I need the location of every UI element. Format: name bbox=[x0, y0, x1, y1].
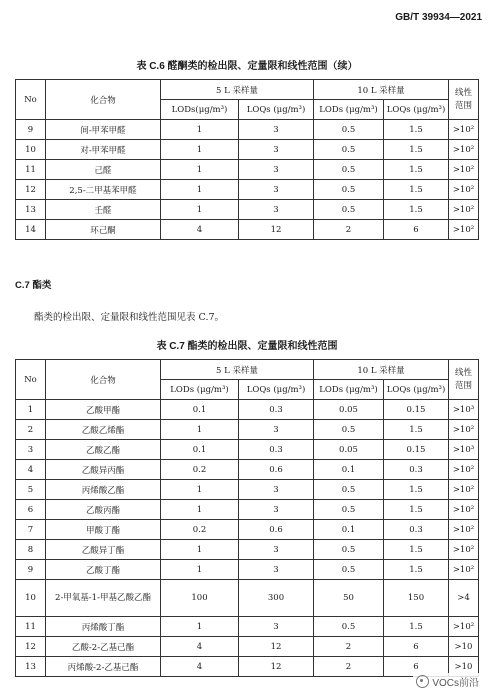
cell-loq-10l: 0.15 bbox=[384, 400, 449, 420]
cell-compound: 对-甲苯甲醛 bbox=[46, 140, 161, 160]
cell-range: >10² bbox=[449, 180, 479, 200]
cell-loq-10l: 1.5 bbox=[384, 200, 449, 220]
table-c6 bbox=[15, 79, 479, 240]
cell-range: >10² bbox=[449, 617, 479, 637]
cell-compound: 乙酸丁酯 bbox=[46, 560, 161, 580]
cell-loq-5l: 3 bbox=[239, 420, 314, 440]
cell-range: >10 bbox=[449, 637, 479, 657]
table-row bbox=[16, 657, 479, 677]
cell-lod-5l: 1 bbox=[161, 160, 239, 180]
table-row bbox=[16, 440, 479, 460]
cell-lod-10l: 0.5 bbox=[314, 540, 384, 560]
table-row bbox=[16, 120, 479, 140]
cell-lod-5l: 1 bbox=[161, 200, 239, 220]
cell-lod-5l: 1 bbox=[161, 140, 239, 160]
cell-lod-10l: 2 bbox=[314, 657, 384, 677]
cell-loq-10l: 6 bbox=[384, 637, 449, 657]
cell-loq-5l: 12 bbox=[239, 637, 314, 657]
header-loq-10l: LOQs (μg/m³) bbox=[384, 100, 449, 120]
cell-loq-10l: 1.5 bbox=[384, 617, 449, 637]
cell-compound: 乙酸甲酯 bbox=[46, 400, 161, 420]
cell-range: >10² bbox=[449, 460, 479, 480]
table-row bbox=[16, 540, 479, 560]
cell-no: 6 bbox=[16, 500, 46, 520]
table-row bbox=[16, 200, 479, 220]
cell-lod-10l: 50 bbox=[314, 580, 384, 617]
table-row bbox=[16, 520, 479, 540]
cell-loq-5l: 3 bbox=[239, 120, 314, 140]
cell-loq-10l: 1.5 bbox=[384, 500, 449, 520]
header-5l-group: 5 L 采样量 bbox=[161, 80, 314, 100]
cell-range: >10² bbox=[449, 420, 479, 440]
header-lod-5l: LODs(μg/m³) bbox=[161, 100, 239, 120]
cell-lod-10l: 0.05 bbox=[314, 400, 384, 420]
cell-lod-10l: 0.5 bbox=[314, 200, 384, 220]
header-loq-5l: LOQs (μg/m³) bbox=[239, 100, 314, 120]
table-row bbox=[16, 580, 479, 617]
cell-compound: 间-甲苯甲醛 bbox=[46, 120, 161, 140]
header-compound: 化合物 bbox=[46, 360, 161, 400]
header-compound: 化合物 bbox=[46, 80, 161, 120]
cell-no: 10 bbox=[16, 580, 46, 617]
table-row bbox=[16, 460, 479, 480]
cell-loq-5l: 3 bbox=[239, 180, 314, 200]
cell-lod-5l: 1 bbox=[161, 180, 239, 200]
cell-lod-10l: 0.5 bbox=[314, 160, 384, 180]
table-caption-c6: 表 C.6 醛酮类的检出限、定量限和线性范围（续） bbox=[136, 61, 358, 72]
cell-loq-10l: 0.15 bbox=[384, 440, 449, 460]
cell-no: 4 bbox=[16, 460, 46, 480]
cell-lod-10l: 2 bbox=[314, 637, 384, 657]
cell-no: 2 bbox=[16, 420, 46, 440]
cell-lod-10l: 0.5 bbox=[314, 180, 384, 200]
header-10l-group: 10 L 采样量 bbox=[314, 80, 449, 100]
cell-no: 12 bbox=[16, 637, 46, 657]
cell-loq-5l: 3 bbox=[239, 617, 314, 637]
cell-no: 5 bbox=[16, 480, 46, 500]
table-row bbox=[16, 180, 479, 200]
cell-lod-5l: 1 bbox=[161, 500, 239, 520]
cell-no: 9 bbox=[16, 120, 46, 140]
table-row bbox=[16, 480, 479, 500]
standard-number: GB/T 39934—2021 bbox=[395, 12, 482, 23]
cell-loq-5l: 300 bbox=[239, 580, 314, 617]
table-row bbox=[16, 560, 479, 580]
cell-loq-10l: 6 bbox=[384, 657, 449, 677]
cell-lod-10l: 0.1 bbox=[314, 520, 384, 540]
table-row bbox=[16, 420, 479, 440]
cell-loq-5l: 0.6 bbox=[239, 460, 314, 480]
cell-compound: 壬醛 bbox=[46, 200, 161, 220]
cell-lod-5l: 4 bbox=[161, 657, 239, 677]
cell-loq-10l: 1.5 bbox=[384, 420, 449, 440]
cell-loq-10l: 1.5 bbox=[384, 180, 449, 200]
cell-compound: 环己酮 bbox=[46, 220, 161, 240]
cell-loq-10l: 1.5 bbox=[384, 540, 449, 560]
cell-range: >10² bbox=[449, 540, 479, 560]
cell-no: 14 bbox=[16, 220, 46, 240]
cell-lod-10l: 0.5 bbox=[314, 560, 384, 580]
cell-compound: 2-甲氧基-1-甲基乙酸乙酯 bbox=[46, 580, 161, 617]
cell-compound: 乙酸乙烯酯 bbox=[46, 420, 161, 440]
cell-range: >10² bbox=[449, 200, 479, 220]
cell-compound: 乙酸乙酯 bbox=[46, 440, 161, 460]
cell-lod-10l: 2 bbox=[314, 220, 384, 240]
cell-loq-5l: 3 bbox=[239, 160, 314, 180]
wechat-icon bbox=[416, 675, 429, 688]
cell-lod-5l: 0.2 bbox=[161, 520, 239, 540]
cell-lod-5l: 0.1 bbox=[161, 400, 239, 420]
cell-loq-10l: 0.3 bbox=[384, 460, 449, 480]
table-row bbox=[16, 500, 479, 520]
cell-lod-10l: 0.05 bbox=[314, 440, 384, 460]
cell-compound: 乙酸异丁酯 bbox=[46, 540, 161, 560]
cell-loq-10l: 1.5 bbox=[384, 120, 449, 140]
cell-lod-10l: 0.5 bbox=[314, 617, 384, 637]
cell-loq-5l: 3 bbox=[239, 560, 314, 580]
cell-no: 8 bbox=[16, 540, 46, 560]
header-5l-group: 5 L 采样量 bbox=[161, 360, 314, 380]
cell-compound: 乙酸-2-乙基己酯 bbox=[46, 637, 161, 657]
cell-loq-5l: 12 bbox=[239, 220, 314, 240]
cell-no: 1 bbox=[16, 400, 46, 420]
header-no: No bbox=[16, 80, 46, 120]
cell-loq-5l: 12 bbox=[239, 657, 314, 677]
header-10l-group: 10 L 采样量 bbox=[314, 360, 449, 380]
cell-loq-10l: 6 bbox=[384, 220, 449, 240]
cell-loq-10l: 1.5 bbox=[384, 480, 449, 500]
table-row bbox=[16, 160, 479, 180]
cell-compound: 2,5-二甲基苯甲醛 bbox=[46, 180, 161, 200]
cell-lod-5l: 1 bbox=[161, 420, 239, 440]
cell-loq-10l: 150 bbox=[384, 580, 449, 617]
cell-range: >10² bbox=[449, 120, 479, 140]
cell-no: 9 bbox=[16, 560, 46, 580]
cell-loq-5l: 0.3 bbox=[239, 440, 314, 460]
table-row bbox=[16, 220, 479, 240]
cell-loq-10l: 1.5 bbox=[384, 160, 449, 180]
cell-compound: 丙烯酸-2-乙基己酯 bbox=[46, 657, 161, 677]
cell-lod-10l: 0.5 bbox=[314, 140, 384, 160]
cell-loq-10l: 1.5 bbox=[384, 140, 449, 160]
cell-range: >10² bbox=[449, 560, 479, 580]
cell-loq-5l: 3 bbox=[239, 480, 314, 500]
cell-no: 3 bbox=[16, 440, 46, 460]
header-no: No bbox=[16, 360, 46, 400]
cell-lod-5l: 1 bbox=[161, 120, 239, 140]
header-linear-range: 线性范围 bbox=[449, 360, 479, 400]
section-title: C.7 酯类 bbox=[15, 280, 52, 291]
cell-lod-5l: 1 bbox=[161, 617, 239, 637]
cell-lod-5l: 0.1 bbox=[161, 440, 239, 460]
cell-lod-5l: 100 bbox=[161, 580, 239, 617]
cell-lod-5l: 1 bbox=[161, 540, 239, 560]
cell-no: 13 bbox=[16, 200, 46, 220]
cell-loq-5l: 3 bbox=[239, 200, 314, 220]
cell-loq-10l: 0.3 bbox=[384, 520, 449, 540]
cell-loq-5l: 3 bbox=[239, 500, 314, 520]
cell-range: >10² bbox=[449, 160, 479, 180]
cell-lod-5l: 4 bbox=[161, 637, 239, 657]
header-loq-10l: LOQs (μg/m³) bbox=[384, 380, 449, 400]
cell-no: 13 bbox=[16, 657, 46, 677]
table-row bbox=[16, 140, 479, 160]
cell-loq-10l: 1.5 bbox=[384, 560, 449, 580]
cell-compound: 甲酸丁酯 bbox=[46, 520, 161, 540]
cell-no: 12 bbox=[16, 180, 46, 200]
cell-range: >10² bbox=[449, 140, 479, 160]
cell-lod-10l: 0.5 bbox=[314, 420, 384, 440]
table-c7 bbox=[15, 359, 479, 677]
cell-loq-5l: 0.3 bbox=[239, 400, 314, 420]
cell-compound: 乙酸丙酯 bbox=[46, 500, 161, 520]
table-row bbox=[16, 637, 479, 657]
cell-lod-10l: 0.5 bbox=[314, 500, 384, 520]
cell-loq-5l: 0.6 bbox=[239, 520, 314, 540]
header-lod-10l: LODs (μg/m³) bbox=[314, 100, 384, 120]
cell-lod-10l: 0.1 bbox=[314, 460, 384, 480]
cell-lod-5l: 1 bbox=[161, 560, 239, 580]
cell-compound: 丙烯酸乙酯 bbox=[46, 480, 161, 500]
header-linear-range: 线性范围 bbox=[449, 80, 479, 120]
section-paragraph: 酯类的检出限、定量限和线性范围见表 C.7。 bbox=[34, 312, 225, 323]
cell-lod-10l: 0.5 bbox=[314, 480, 384, 500]
cell-no: 11 bbox=[16, 160, 46, 180]
cell-range: >10 bbox=[449, 657, 479, 677]
cell-range: >10² bbox=[449, 220, 479, 240]
cell-lod-10l: 0.5 bbox=[314, 120, 384, 140]
cell-loq-5l: 3 bbox=[239, 540, 314, 560]
table-caption-c7: 表 C.7 酯类的检出限、定量限和线性范围 bbox=[156, 341, 338, 352]
watermark bbox=[413, 673, 482, 690]
cell-range: >10² bbox=[449, 520, 479, 540]
cell-range: >10² bbox=[449, 500, 479, 520]
cell-loq-5l: 3 bbox=[239, 140, 314, 160]
header-lod-10l: LODs (μg/m³) bbox=[314, 380, 384, 400]
watermark-text: VOCs前沿 bbox=[432, 678, 479, 689]
cell-range: >10³ bbox=[449, 440, 479, 460]
cell-no: 11 bbox=[16, 617, 46, 637]
cell-compound: 丙烯酸丁酯 bbox=[46, 617, 161, 637]
cell-lod-5l: 4 bbox=[161, 220, 239, 240]
cell-lod-5l: 0.2 bbox=[161, 460, 239, 480]
header-lod-5l: LODs (μg/m³) bbox=[161, 380, 239, 400]
cell-no: 10 bbox=[16, 140, 46, 160]
cell-range: >10³ bbox=[449, 400, 479, 420]
cell-lod-5l: 1 bbox=[161, 480, 239, 500]
cell-no: 7 bbox=[16, 520, 46, 540]
table-row bbox=[16, 400, 479, 420]
table-row bbox=[16, 617, 479, 637]
cell-range: >4 bbox=[449, 580, 479, 617]
cell-compound: 己醛 bbox=[46, 160, 161, 180]
header-loq-5l: LOQs (μg/m³) bbox=[239, 380, 314, 400]
cell-range: >10² bbox=[449, 480, 479, 500]
cell-compound: 乙酸异丙酯 bbox=[46, 460, 161, 480]
